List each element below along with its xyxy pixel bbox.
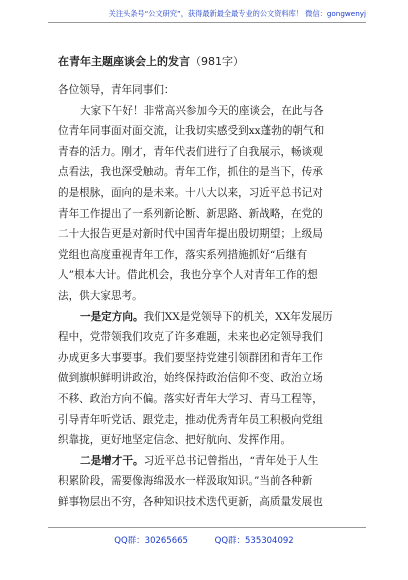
line-text: 大家下午好！非常高兴参加今天的座谈会，在此与各 [80,104,324,117]
line-text: 不移、政治方向不偏。落实好青年大学习、青马工程等， [58,392,323,405]
line-text: 我们XX是党领导下的机关，XX年发展历 [143,310,333,323]
body-line [58,410,354,431]
section-lead: 一是定方向。 [80,310,144,323]
body-line [58,286,354,307]
greeting: 各位领导，青年同事们： [58,84,175,96]
body-line [58,121,354,142]
line-text: 位青年同事面对面交流，让我切实感受到xx蓬勃的朝气和 [58,125,325,138]
body-line [58,224,354,245]
line-text: 点看法，我也深受触动。青年工作，抓住的是当下，传承 [58,166,323,179]
body-line [58,451,354,472]
line-text: 程中，党带领我们攻克了许多难题，未来也必定领导我们 [58,331,323,344]
qq-group-1: QQ群：30265665 [114,536,188,546]
body-line [58,162,354,183]
body-line [58,142,354,163]
line-text: 积累阶段，需要像海绵汲水一样汲取知识。”当前各种新 [58,475,313,488]
qq-group-2: QQ群：535304092 [214,536,294,546]
body-line [58,245,354,266]
line-text: 做到旗帜鲜明讲政治，始终保持政治信仰不变、政治立场 [58,372,323,385]
line-text: 人”根本大计。借此机会，我也分享个人对青年工作的想 [58,269,318,282]
line-text: 的是根脉，面向的是未来。十八大以来，习近平总书记对 [58,186,323,199]
body-line [58,492,354,513]
line-text: 法，供大家思考。 [58,289,143,302]
section-lead: 二是增才干。 [80,454,144,467]
body-line [58,183,354,204]
body-line [58,471,354,492]
body-line [58,430,354,451]
document-body [58,80,354,512]
body-line [58,389,354,410]
title-text: 在青年主题座谈会上的发言 [58,55,190,68]
body-line [58,265,354,286]
line-text: 织靠拢，更好地坚定信念、把好航向、发挥作用。 [58,434,292,447]
body-line [58,348,354,369]
line-text: 习近平总书记曾指出，“青年处于人生 [143,454,319,467]
word-count: （981字） [190,55,244,68]
header-divider [48,22,366,23]
footer-divider [48,527,366,528]
line-text: 办成更多大事要事。我们要坚持党建引领群团和青年工作 [58,351,323,364]
footer [0,534,408,546]
line-text: 引导青年听党话、跟党走，推动优秀青年员工积极向党组 [58,413,323,426]
document-title [58,53,244,69]
body-line [58,101,354,122]
body-line [58,327,354,348]
line-text: 二十大报告更是对新时代中国青年提出殷切期望；上级局 [58,228,323,241]
line-text: 党组也高度重视青年工作，落实系列措施抓好“后继有 [58,248,308,261]
body-line [58,368,354,389]
body-line [58,307,354,328]
line-text: 青春的活力。刚才，青年代表们进行了自我展示，畅谈观 [58,145,323,158]
line-text: 青年工作提出了一系列新论断、新思路、新战略，在党的 [58,207,323,220]
top-banner: 关注头条号“公文研究”，获得最新最全最专业的公文资料库！ 微信：gongwenyj [108,9,366,18]
body-line [58,204,354,225]
line-text: 鲜事物层出不穷，各种知识技术迭代更新，高质量发展也 [58,495,323,508]
